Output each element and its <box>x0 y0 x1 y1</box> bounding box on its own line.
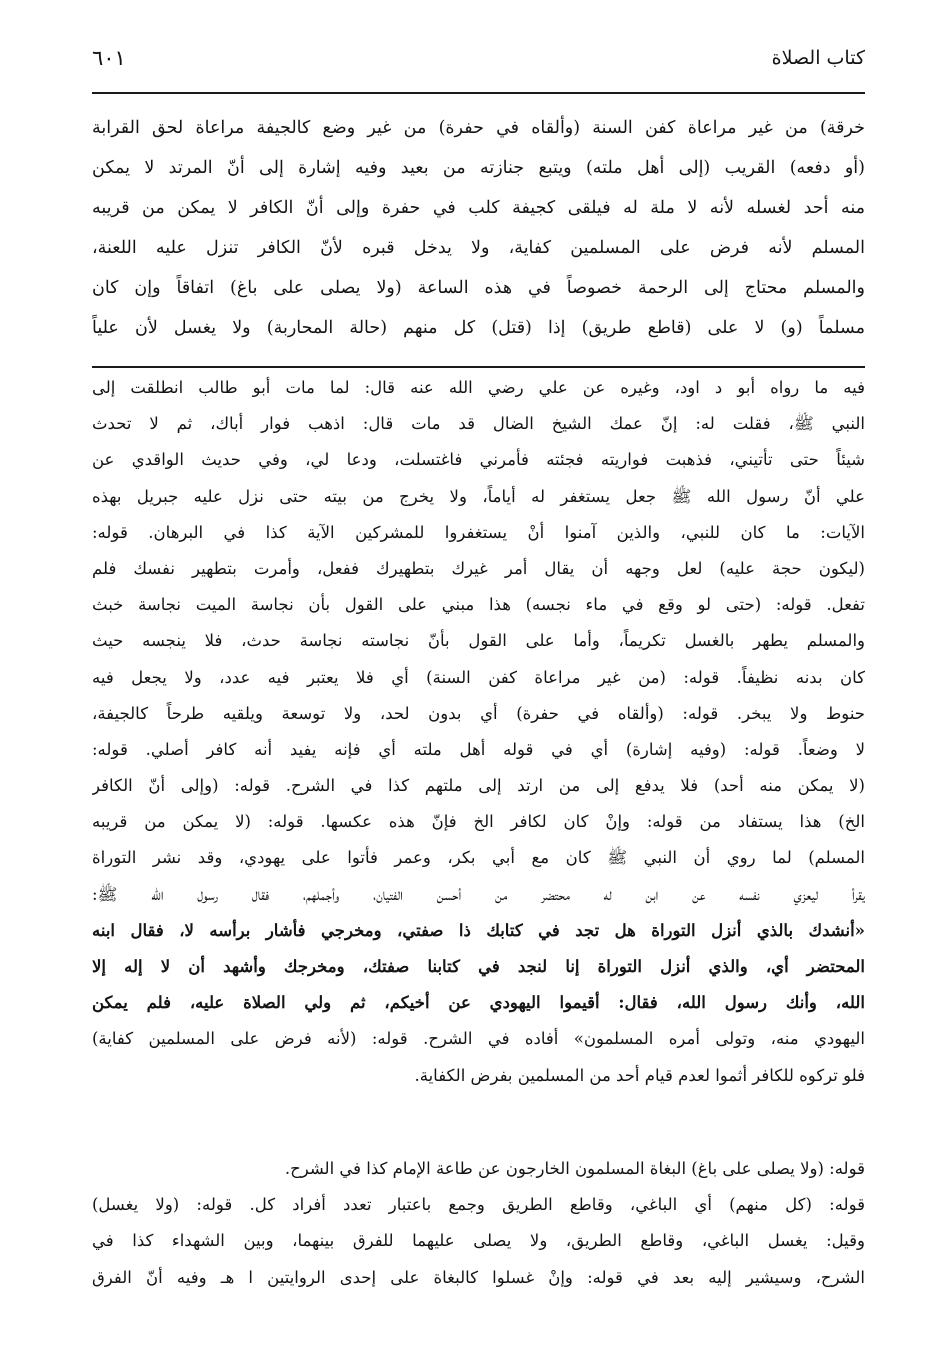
header-divider <box>92 92 865 94</box>
main-text <box>92 108 865 348</box>
commentary-line: الله، وأنك رسول الله، فقال: أقيموا اليهودي عن أخيكم، ثم ولي الصلاة عليه، فلم يمكن <box>92 993 865 1013</box>
main-line: منه أحد لغسله لأنه لا ملة له فيلقى كجيفة كلب في حفرة وإلى أنّ الكافر لا يمكن من قريبه <box>92 198 865 218</box>
main-line: مسلماً (و) لا على (قاطع طريق) إذا (قتل) كل منهم (حالة المحاربة) ولا يغسل لأن علياً <box>92 318 865 338</box>
main-line: (أو دفعه) القريب (إلى أهل ملته) ويتبع جنازته من بعيد وفيه إشارة إلى أنّ المرتد لا يمكن <box>92 158 865 178</box>
main-line: خرقة) من غير مراعاة كفن السنة (وألقاه في حفرة) من غير وضع كالجيفة مراعاة لحق القرابة <box>92 118 865 138</box>
page-number: ٦٠١ <box>92 46 126 70</box>
commentary-line: المحتضر أي، والذي أنزل التوراة إنا لنجد في كتابنا صفتك، ومخرجك وأشهد أن لا إله إلا <box>92 957 865 976</box>
commentary-line: اليهودي منه، وتولى أمره المسلمون» أفاده في الشرح. قوله: (لأنه فرض على المسلمين كفاية) <box>92 1029 865 1049</box>
commentary-line: الخ) هذا يستفاد من قوله: وإنْ كان لكافر الخ فإنّ هذه عكسها. قوله: (لا يمكن من قريبه <box>92 812 865 832</box>
main-line: والمسلم محتاج إلى الرحمة خصوصاً في هذه الساعة (ولا يصلى على باغ) اتفاقاً وإن كان <box>92 278 865 298</box>
commentary-line: حنوط ولا يبخر. قوله: (وألقاه في حفرة) أي بدون لحد، ولا توسعة ويلقيه طرحاً كالجيفة، <box>92 703 865 723</box>
commentary-line: شيئاً حتى تأتيني، فذهبت فواريته فجئته فأمرني فاغتسلت، ودعا لي، وفي حديث الواقدي عن <box>92 450 865 470</box>
commentary-line: قوله: (ولا يصلى على باغ) البغاة المسلمون الخارجون عن طاعة الإمام كذا في الشرح. <box>284 1159 865 1178</box>
commentary-line: فيه ما رواه أبو د اود، وغيره عن علي رضي الله عنه قال: لما مات أبو طالب انطلقت إلى <box>92 378 865 397</box>
commentary-line: المسلم) لما روي أن النبي ﷺ كان مع أبي بكر، وعمر فأتوا على يهودي، وقد نشر التوراة <box>92 848 865 868</box>
commentary-line: الشرح، وسيشير إليه بعد في قوله: وإنْ غسلوا كالبغاة على إحدى الروايتين ا هـ وفيه أنّ الفرق <box>92 1267 865 1287</box>
commentary-line: «أنشدك بالذي أنزل التوراة هل تجد في كتابك ذا صفتي، ومخرجي فأشار برأسه لا، فقال ابنه <box>92 920 865 940</box>
commentary-line: النبي ﷺ، فقلت له: إنّ عمك الشيخ الضال قد مات قال: اذهب فوار أباك، ثم لا تحدث <box>92 414 865 434</box>
commentary-text-continued <box>92 1151 865 1296</box>
commentary-line: (ليكون حجة عليه) لعل وجهه أن يقال أمر غيرك بتطهيرك ففعل، وأمرت بتطهير نفسك فلم <box>92 558 865 578</box>
commentary-line: وقيل: يغسل الباغي، وقاطع الطريق، ولا يصلى عليهما للفرق بينهما، وبين الشهداء كذا في <box>92 1231 865 1251</box>
page-header <box>92 40 865 76</box>
commentary-line: الآيات: ما كان للنبي، والذين آمنوا أنْ يستغفروا للمشركين الآية كذا في البرهان. قوله: <box>92 522 865 542</box>
commentary-line: يقرأ ليعزي نفسه عن ابن له محتضر من أحسن الفتيان، وأجملهم، فقال رسول الله ﷺ: <box>92 884 865 904</box>
commentary-line: فلو تركوه للكافر أثموا لعدم قيام أحد من المسلمين بفرض الكفاية. <box>414 1065 865 1085</box>
main-line: المسلم لأنه فرض على المسلمين كفاية، ولا يدخل قبره لأنّ الكافر تنزل عليه اللعنة، <box>92 238 865 258</box>
commentary-line: لا وضعاً. قوله: (وفيه إشارة) أي في قوله أهل ملته أي فإنه يفيد أنه كافر أصلي. قوله: <box>92 739 865 759</box>
commentary-line: علي أنّ رسول الله ﷺ جعل يستغفر له أياماً، ولا يخرج من بيته حتى نزل عليه جبريل بهذه <box>92 486 865 506</box>
commentary-line: قوله: (كل منهم) أي الباغي، وقاطع الطريق وجمع باعتبار تعدد أفراد كل. قوله: (ولا يغسل) <box>92 1195 865 1215</box>
commentary-line: والمسلم يطهر بالغسل تكريماً، وأما على القول بأنّ نجاسته نجاسة حدث، فلا ينجسه حيث <box>92 631 865 651</box>
commentary-line: تفعل. قوله: (حتى لو وقع في ماء نجسه) هذا مبني على القول بأن نجاسة الميت نجاسة خبث <box>92 595 865 615</box>
commentary-text <box>92 370 865 1094</box>
commentary-line: (لا يمكن منه أحد) فلا يدفع إلى من ارتد إلى ملتهم كذا في الشرح. قوله: (وإلى أنّ الكافر <box>92 776 865 796</box>
chapter-title: كتاب الصلاة <box>771 47 865 69</box>
footnote-divider <box>92 366 865 368</box>
commentary-line: كان بدنه نظيفاً. قوله: (من غير مراعاة كفن السنة) أي فلا يعتبر فيه عدد، ولا يجعل فيه <box>92 667 865 687</box>
